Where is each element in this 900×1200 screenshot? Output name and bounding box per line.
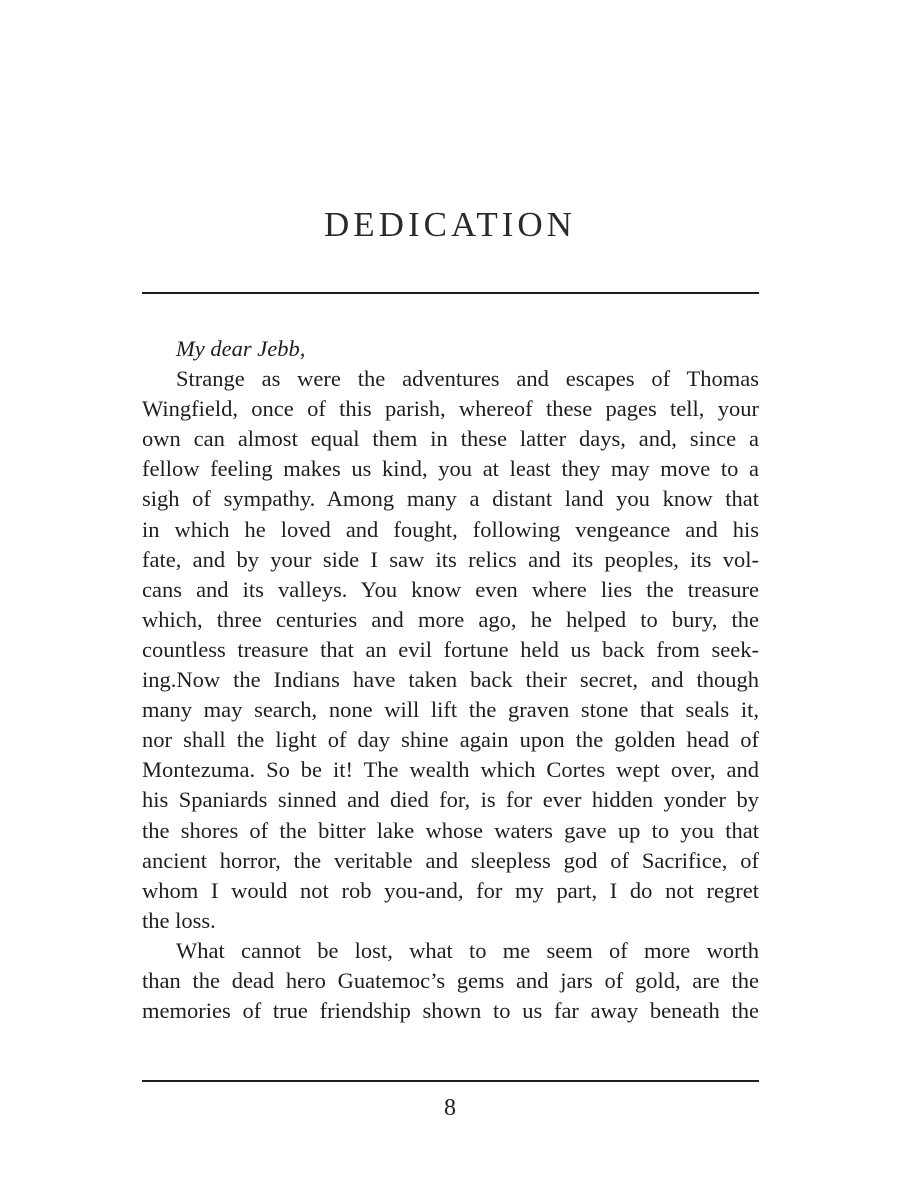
text-line: fate, and by your side I saw its relics and its peoples, its vol-	[142, 546, 759, 572]
text-line: whom I would not rob you-and, for my part, I do not regret	[142, 877, 759, 903]
text-line: the loss.	[142, 907, 216, 933]
text-line: cans and its valleys. You know even where lies the treasure	[142, 576, 759, 602]
text-line: which, three centuries and more ago, he helped to bury, the	[142, 606, 759, 632]
dedication-text	[142, 334, 759, 1026]
bottom-rule	[142, 1080, 759, 1082]
text-line: Strange as were the adventures and escapes of Thomas	[176, 366, 759, 392]
text-line: than the dead hero Guatemoc’s gems and jars of gold, are the	[142, 967, 759, 993]
page-number: 8	[444, 1095, 456, 1121]
text-line: fellow feeling makes us kind, you at least they may move to a	[142, 456, 759, 482]
top-rule	[142, 292, 759, 294]
text-line: What cannot be lost, what to me seem of more worth	[176, 937, 759, 963]
text-line: Wingfield, once of this parish, whereof these pages tell, your	[142, 396, 759, 422]
text-line: sigh of sympathy. Among many a distant land you know that	[142, 486, 759, 512]
text-line: Montezuma. So be it! The wealth which Cortes wept over, and	[142, 757, 759, 783]
paragraph-2	[142, 936, 759, 1026]
salutation: My dear Jebb,	[176, 336, 306, 361]
paragraph-1	[142, 364, 759, 936]
text-line: ancient horror, the veritable and sleepless god of Sacrifice, of	[142, 847, 759, 873]
text-line: in which he loved and fought, following vengeance and his	[142, 516, 759, 542]
text-line: his Spaniards sinned and died for, is for ever hidden yonder by	[142, 787, 759, 813]
text-line: own can almost equal them in these latter days, and, since a	[142, 426, 759, 452]
text-line: many may search, none will lift the graven stone that seals it,	[142, 697, 759, 723]
text-line: nor shall the light of day shine again upon the golden head of	[142, 727, 759, 753]
text-line: countless treasure that an evil fortune held us back from seek-	[142, 636, 759, 662]
text-line: ing.Now the Indians have taken back their secret, and though	[142, 667, 759, 693]
text-line: memories of true friendship shown to us far away beneath the	[142, 998, 759, 1024]
text-line: the shores of the bitter lake whose waters gave up to you that	[142, 817, 759, 843]
chapter-heading: DEDICATION	[324, 205, 576, 244]
